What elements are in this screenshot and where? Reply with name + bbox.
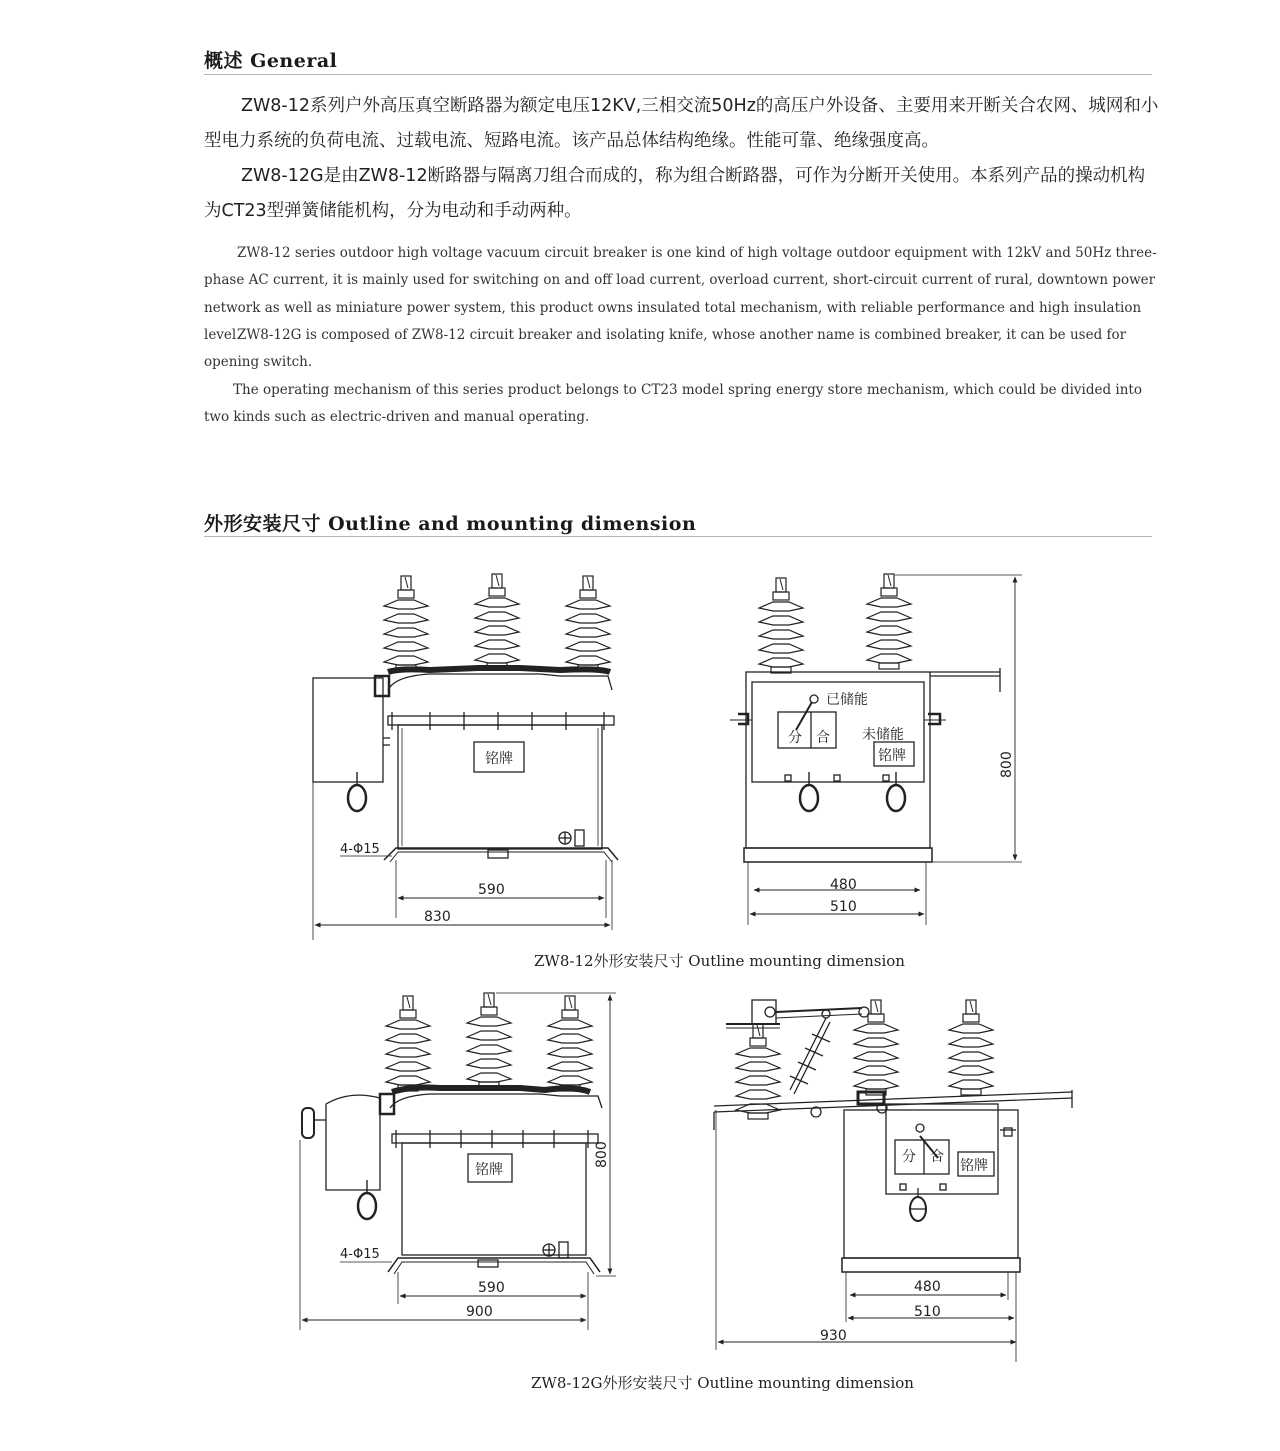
fig1-side-nameplate-label: 铭牌 <box>878 748 906 764</box>
fig2-side-view <box>714 1000 1072 1362</box>
fig1-close-label: 合 <box>816 730 830 746</box>
general-en-paragraph-1: ZW8-12 series outdoor high voltage vacuum circuit breaker is one kind of high voltage outdoor equipment with 12kV and 50Hz three-phase AC current, it is mainly used for switching on and off load current, overload current, short-circuit current of rural, downtown power network as well as miniature power system, this product owns insulated total mechanism, with reliable performance and high insulation level. <box>204 245 1157 343</box>
insulator-icon <box>566 576 610 671</box>
lifting-ring-icon <box>358 1180 376 1219</box>
fig2-dim-510: 510 <box>914 1304 941 1320</box>
fig1-front-view <box>313 574 618 940</box>
fig1-dim-590: 590 <box>478 882 505 898</box>
insulator-icon <box>467 993 511 1088</box>
insulator-icon <box>759 578 803 673</box>
insulator-icon <box>867 574 911 669</box>
general-cn-paragraph-2: ZW8-12G是由ZW8-12断路器与隔离刀组合而成的，称为组合断路器，可作为分断开关使用。本系列产品的操动机构为CT23型弹簧储能机构，分为电动和手动两种。 <box>204 166 1146 221</box>
fig2-dim-800: 800 <box>594 1141 610 1168</box>
fig2-open-label: 分 <box>902 1149 916 1165</box>
insulator-icon <box>548 996 592 1091</box>
fig1-uncharged-label: 未储能 <box>862 727 904 743</box>
lifting-ring-icon <box>887 772 905 811</box>
fig2-holes-label: 4-Φ15 <box>340 1247 380 1262</box>
fig2-front-view <box>300 993 616 1330</box>
fig1-side-view <box>730 574 1022 925</box>
general-cn-paragraph-1: ZW8-12系列户外高压真空断路器为额定电压12KV,三相交流50Hz的高压户外设备、主要用来开断关合农网、城网和小型电力系统的负荷电流、过载电流、短路电流。该产品总体结构绝缘。性能可靠、绝缘强度高。 <box>204 96 1159 151</box>
general-en-paragraph-2: ZW8-12G is composed of ZW8-12 circuit breaker and isolating knife, whose another name is combined breaker, it can be used for opening switch. <box>204 327 1127 371</box>
insulator-icon <box>475 574 519 669</box>
fig1-dim-480: 480 <box>830 877 857 893</box>
lifting-ring-icon <box>348 772 366 811</box>
fig1-dim-830: 830 <box>424 909 451 925</box>
fig2-close-label: 合 <box>930 1149 944 1165</box>
fig1-dim-800: 800 <box>999 751 1015 778</box>
insulator-icon <box>384 576 428 671</box>
fig1-holes-label: 4-Φ15 <box>340 842 380 857</box>
fig2-dim-590: 590 <box>478 1280 505 1296</box>
insulator-icon <box>386 996 430 1091</box>
fig2-dim-930: 930 <box>820 1328 847 1344</box>
fig2-dim-480: 480 <box>914 1279 941 1295</box>
insulator-icon <box>949 1000 993 1095</box>
fig1-charged-label: 已储能 <box>826 692 868 708</box>
fig2-dim-900: 900 <box>466 1304 493 1320</box>
fig1-nameplate-label: 铭牌 <box>485 751 513 767</box>
fig1-dim-510: 510 <box>830 899 857 915</box>
general-heading: 概述 General <box>204 50 338 72</box>
general-en-paragraph-3: The operating mechanism of this series product belongs to CT23 model spring energy store mechanism, which could be divided into two kinds such as electric-driven and manual operating. <box>204 382 1142 426</box>
fig1-open-label: 分 <box>788 730 802 746</box>
outline-heading: 外形安装尺寸 Outline and mounting dimension <box>204 513 697 535</box>
fig2-nameplate-label: 铭牌 <box>475 1162 503 1178</box>
fig2-side-nameplate-label: 铭牌 <box>960 1158 988 1174</box>
fig1-caption: ZW8-12外形安装尺寸 Outline mounting dimension <box>534 952 905 970</box>
lifting-ring-icon <box>800 772 818 811</box>
fig2-caption: ZW8-12G外形安装尺寸 Outline mounting dimension <box>531 1374 914 1392</box>
